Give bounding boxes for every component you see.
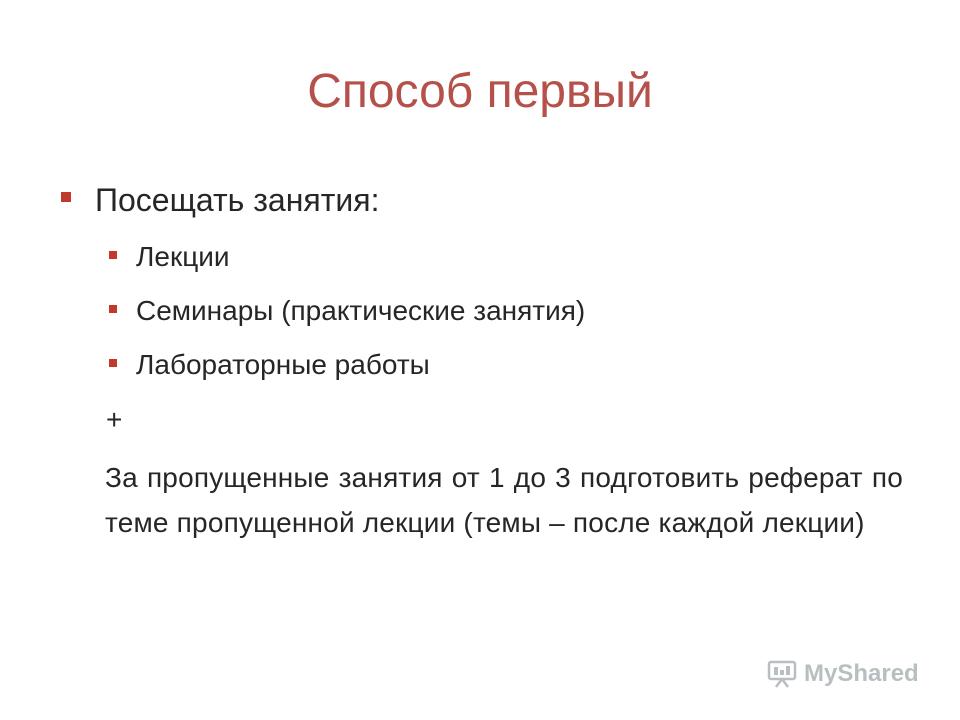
square-bullet-icon	[109, 251, 117, 259]
presentation-board-icon	[766, 658, 798, 690]
square-bullet-icon	[109, 305, 117, 313]
plus-sign: +	[106, 404, 123, 435]
mysharead-watermark[interactable]	[766, 654, 919, 694]
watermark-label: MyShared	[804, 660, 919, 687]
sub-list-item-seminars: Семинары (практические занятия)	[136, 295, 586, 326]
square-bullet-icon	[109, 359, 117, 367]
sub-list-item-labs: Лабораторные работы	[136, 349, 430, 380]
square-bullet-icon	[61, 192, 71, 202]
sub-list-item-lectures: Лекции	[136, 241, 230, 272]
main-list-item: Посещать занятия:	[95, 182, 380, 218]
slide-title: Способ первый	[307, 65, 653, 118]
missed-classes-note: За пропущенные занятия от 1 до 3 подготовить реферат по теме пропущенной лекции (темы – после каждой лекции)	[105, 462, 903, 538]
